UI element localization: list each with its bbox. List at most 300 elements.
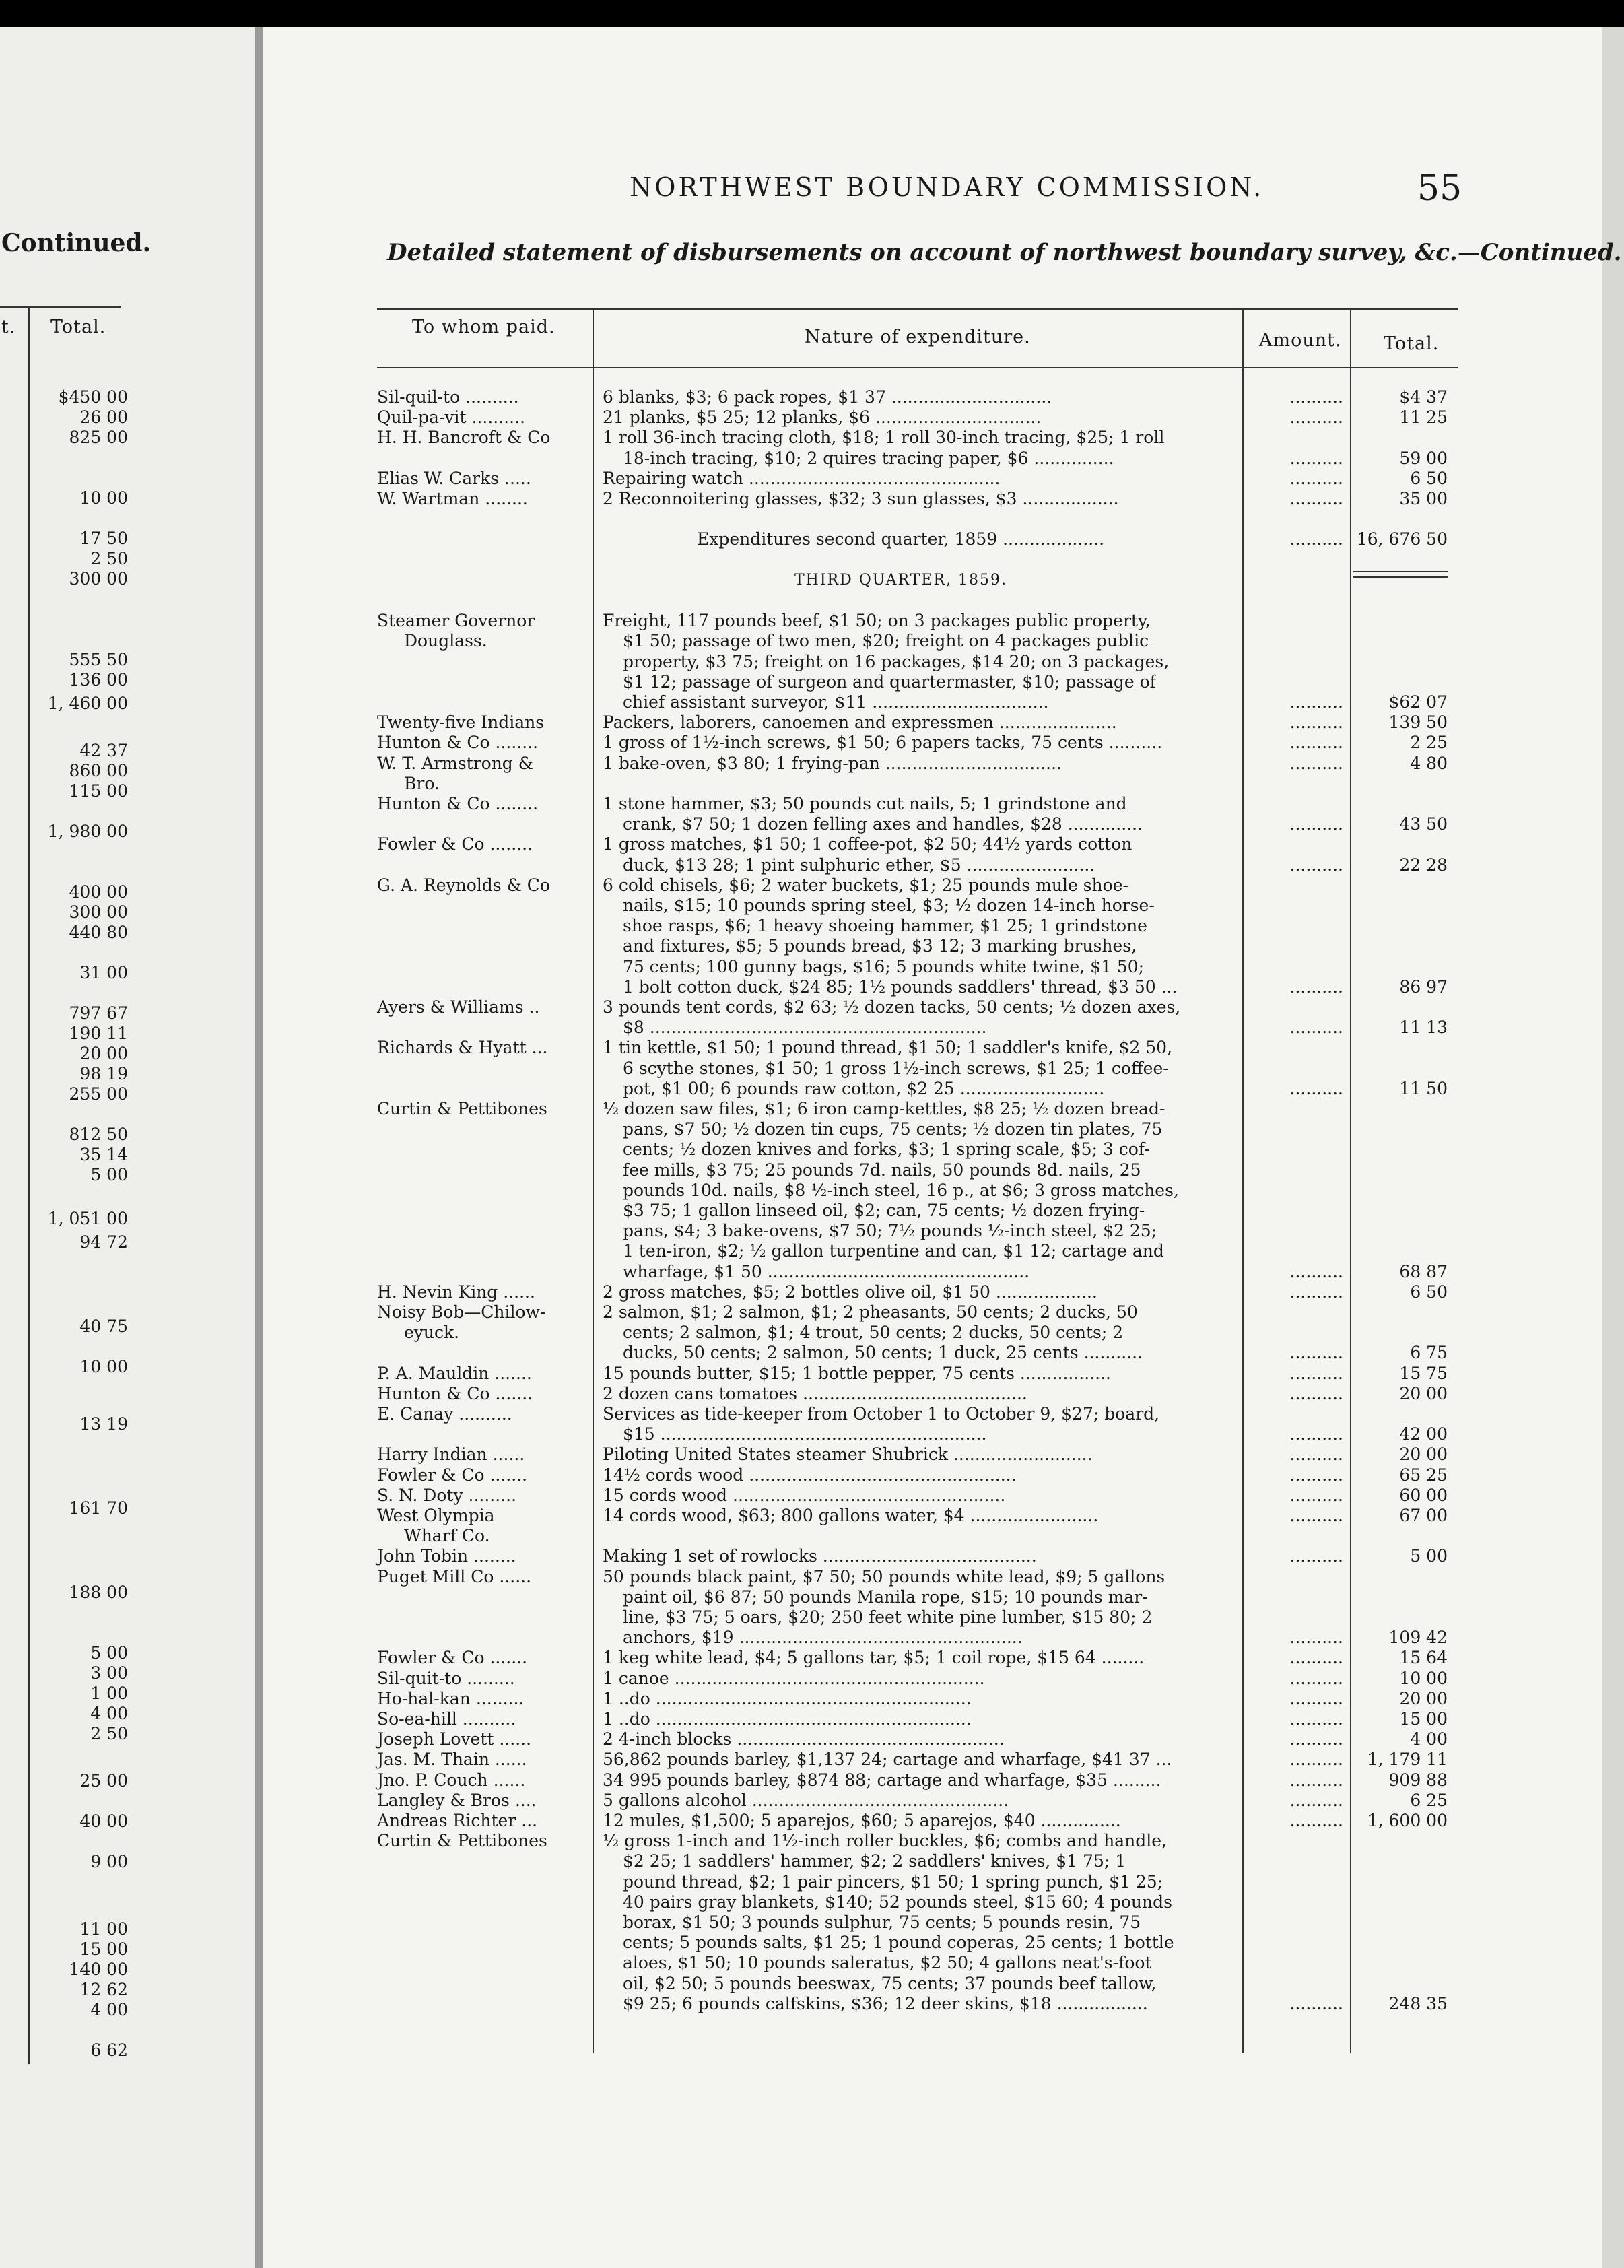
- left-total-value: 40 75: [79, 1316, 128, 1336]
- amount-cell: ..........: [1289, 1485, 1343, 1505]
- left-total-value: 136 00: [69, 670, 128, 690]
- payee-cell: John Tobin ........: [377, 1546, 516, 1566]
- total-cell: 909 88: [1388, 1770, 1448, 1790]
- total-cell: 68 87: [1399, 1261, 1448, 1281]
- nature-cell: Services as tide-keeper from October 1 to October 9, $27; board,: [603, 1404, 1160, 1424]
- table-row: [0, 712, 1624, 733]
- left-total-value: 5 00: [90, 1643, 128, 1663]
- amount-cell: ..........: [1289, 1668, 1343, 1688]
- payee-cell: Curtin & Pettibones: [377, 1831, 547, 1851]
- total-cell: 15 64: [1399, 1648, 1448, 1668]
- left-total-value: 98 19: [79, 1064, 128, 1083]
- total-cell: 10 00: [1399, 1668, 1448, 1688]
- payee-cell: Harry Indian ......: [377, 1444, 525, 1465]
- left-total-value: 9 00: [90, 1852, 128, 1871]
- table-row: [0, 1811, 1624, 1831]
- nature-cell: $3 75; 1 gallon linseed oil, $2; can, 75 cents; ½ dozen frying-: [623, 1201, 1145, 1220]
- nature-cell: 6 blanks, $3; 6 pack ropes, $1 37 ..............................: [603, 387, 1052, 407]
- nature-cell: ducks, 50 cents; 2 salmon, 50 cents; 1 duck, 25 cents ...........: [623, 1343, 1143, 1363]
- table-row: [0, 1059, 1624, 1079]
- table-row: [0, 896, 1624, 916]
- left-total-value: 440 80: [69, 923, 128, 942]
- nature-cell: 2 Reconnoitering glasses, $32; 3 sun glasses, $3 ..................: [603, 489, 1119, 508]
- nature-cell: pot, $1 00; 6 pounds raw cotton, $2 25 ...........................: [623, 1078, 1105, 1098]
- payee-cell: P. A. Mauldin .......: [377, 1363, 532, 1383]
- nature-cell: 1 bake-oven, $3 80; 1 frying-pan .................................: [603, 753, 1062, 773]
- payee-cell: Joseph Lovett ......: [377, 1729, 532, 1749]
- nature-cell: Repairing watch ...............................................: [603, 468, 1001, 488]
- nature-cell: aloes, $1 50; 10 pounds saleratus, $2 50; 4 gallons neat's-foot: [623, 1953, 1152, 1973]
- nature-cell: nails, $15; 10 pounds spring steel, $3; ½ dozen 14-inch horse-: [623, 896, 1155, 915]
- nature-cell: and fixtures, $5; 5 pounds bread, $3 12; 3 marking brushes,: [623, 936, 1137, 956]
- payee-cell: H. Nevin King ......: [377, 1281, 535, 1302]
- left-rule: [0, 306, 121, 308]
- table-row: [0, 957, 1624, 977]
- left-total-value: 1, 980 00: [47, 822, 128, 841]
- table-row: [0, 1851, 1624, 1871]
- total-cell: 43 50: [1399, 814, 1448, 834]
- nature-cell: property, $3 75; freight on 16 packages, $14 20; on 3 packages,: [623, 651, 1170, 671]
- table-row: [0, 428, 1624, 448]
- left-total-value: 255 00: [69, 1084, 128, 1104]
- nature-cell: 1 canoe ..........................................................: [603, 1668, 985, 1688]
- amount-cell: ..........: [1289, 814, 1343, 834]
- amount-cell: ..........: [1289, 1261, 1343, 1281]
- payee-cell: S. N. Doty .........: [377, 1485, 517, 1505]
- amount-cell: ..........: [1289, 1811, 1343, 1830]
- total-cell: 6 25: [1410, 1790, 1448, 1810]
- payee-cell: Noisy Bob—Chilow-: [377, 1302, 546, 1322]
- table-row: [0, 1404, 1624, 1424]
- amount-cell: ..........: [1289, 1363, 1343, 1383]
- table-row: [0, 672, 1624, 692]
- amount-cell: ..........: [1289, 407, 1343, 428]
- payee-cell: So-ea-hill ..........: [377, 1709, 516, 1729]
- amount-cell: ..........: [1289, 1465, 1343, 1485]
- table-row: [0, 855, 1624, 875]
- amount-cell: ..........: [1289, 976, 1343, 997]
- table-row: [0, 469, 1624, 489]
- amount-cell: ..........: [1289, 1281, 1343, 1302]
- amount-cell: ..........: [1289, 1688, 1343, 1708]
- table-row: [0, 387, 1624, 407]
- payee-cell: Sil-quil-to ..........: [377, 387, 519, 407]
- left-total-value: 25 00: [79, 1771, 128, 1791]
- nature-cell: line, $3 75; 5 oars, $20; 250 feet white pine lumber, $15 80; 2: [623, 1607, 1153, 1627]
- table-row: [0, 997, 1624, 1018]
- table-row: [0, 1628, 1624, 1648]
- nature-cell: fee mills, $3 75; 25 pounds 7d. nails, 50 pounds 8d. nails, 25: [623, 1160, 1141, 1180]
- table-row: [0, 1180, 1624, 1201]
- nature-cell: 1 roll 36-inch tracing cloth, $18; 1 roll 30-inch tracing, $25; 1 roll: [603, 428, 1165, 448]
- amount-cell: ..........: [1289, 489, 1343, 508]
- total-cell: 11 50: [1399, 1078, 1448, 1098]
- table-row: [0, 1079, 1624, 1099]
- nature-cell: 15 cords wood ...................................................: [603, 1485, 1006, 1505]
- table-row: [0, 631, 1624, 651]
- nature-cell: 6 scythe stones, $1 50; 1 gross 1½-inch screws, $1 25; 1 coffee-: [623, 1058, 1169, 1078]
- left-col-total: Total.: [50, 316, 106, 337]
- nature-cell: Freight, 117 pounds beef, $1 50; on 3 packages public property,: [603, 611, 1151, 631]
- amount-cell: ..........: [1289, 1383, 1343, 1403]
- table-row: [0, 774, 1624, 794]
- table-row: [0, 1587, 1624, 1607]
- amount-cell: ..........: [1289, 1770, 1343, 1790]
- table-row: [0, 1018, 1624, 1038]
- amount-cell: ..........: [1289, 712, 1343, 733]
- table-row: [0, 1262, 1624, 1282]
- total-cell: 20 00: [1399, 1444, 1448, 1465]
- total-cell: 15 75: [1399, 1363, 1448, 1383]
- total-cell: 1, 600 00: [1367, 1811, 1448, 1830]
- payee-cell: Fowler & Co ........: [377, 834, 533, 855]
- nature-cell: 1 gross matches, $1 50; 1 coffee-pot, $2 50; 44½ yards cotton: [603, 834, 1132, 855]
- table-top-rule: [377, 308, 1458, 310]
- nature-cell: $1 50; passage of two men, $20; freight on 4 packages public: [623, 631, 1149, 651]
- amount-cell: ..........: [1289, 448, 1343, 468]
- total-cell: 139 50: [1388, 712, 1448, 733]
- payee-cell: Richards & Hyatt ...: [377, 1038, 548, 1058]
- nature-cell: 40 pairs gray blankets, $140; 52 pounds steel, $15 60; 4 pounds: [623, 1892, 1172, 1912]
- nature-cell: $2 25; 1 saddlers' hammer, $2; 2 saddlers' knives, $1 75; 1: [623, 1851, 1126, 1871]
- total-cell: 65 25: [1399, 1465, 1448, 1485]
- table-row: [0, 1872, 1624, 1892]
- table-row: [0, 1201, 1624, 1221]
- table-row: [0, 1770, 1624, 1791]
- nature-cell: 21 planks, $5 25; 12 planks, $6 ...............................: [603, 407, 1042, 428]
- col-header-payee: To whom paid.: [412, 316, 555, 337]
- nature-cell: 15 pounds butter, $15; 1 bottle pepper, 75 cents .................: [603, 1363, 1111, 1383]
- payee-cell: Douglass.: [404, 631, 487, 651]
- payee-cell: W. T. Armstrong &: [377, 753, 534, 773]
- left-total-value: 20 00: [79, 1044, 128, 1063]
- nature-cell: 5 gallons alcohol ................................................: [603, 1790, 1009, 1810]
- nature-cell: 18-inch tracing, $10; 2 quires tracing paper, $6 ...............: [623, 448, 1114, 468]
- total-cell: 109 42: [1388, 1628, 1448, 1648]
- left-total-value: 10 00: [79, 1357, 128, 1376]
- nature-cell: 6 cold chisels, $6; 2 water buckets, $1; 25 pounds mule shoe-: [603, 875, 1128, 895]
- nature-cell: pound thread, $2; 1 pair pincers, $1 50; 1 spring punch, $1 25;: [623, 1871, 1163, 1892]
- payee-cell: Andreas Richter ...: [377, 1811, 538, 1830]
- total-cell: 20 00: [1399, 1383, 1448, 1403]
- total-cell: 11 13: [1399, 1018, 1448, 1038]
- nature-cell: 34 995 pounds barley, $874 88; cartage and wharfage, $35 .........: [603, 1770, 1161, 1790]
- table-row: [0, 1567, 1624, 1587]
- nature-cell: 2 dozen cans tomatoes ..........................................: [603, 1383, 1027, 1403]
- table-row: [0, 1506, 1624, 1526]
- amount-cell: ..........: [1289, 1018, 1343, 1038]
- left-total-value: 1, 051 00: [47, 1209, 128, 1228]
- left-total-value: 825 00: [69, 428, 128, 447]
- left-total-value: 1, 460 00: [47, 694, 128, 713]
- table-row: [0, 1974, 1624, 1994]
- table-row: [0, 1994, 1624, 2014]
- left-total-value: 5 00: [90, 1165, 128, 1185]
- nature-cell: 1 bolt cotton duck, $24 85; 1½ pounds saddlers' thread, $3 50 ...: [623, 976, 1178, 997]
- table-row: [0, 754, 1624, 774]
- amount-cell: ..........: [1289, 1729, 1343, 1749]
- total-cell: 67 00: [1399, 1506, 1448, 1525]
- nature-cell: 12 mules, $1,500; 5 aparejos, $60; 5 aparejos, $40 ...............: [603, 1811, 1121, 1830]
- left-total-value: 4 00: [90, 1704, 128, 1723]
- nature-cell: cents; 5 pounds salts, $1 25; 1 pound coperas, 25 cents; 1 bottle: [623, 1933, 1174, 1953]
- table-row: [0, 1607, 1624, 1628]
- total-cell: 5 00: [1410, 1546, 1448, 1566]
- left-total-value: 11 00: [79, 1919, 128, 1939]
- payee-cell: Curtin & Pettibones: [377, 1099, 547, 1119]
- table-row: [0, 529, 1624, 549]
- amount-cell: ..........: [1289, 529, 1343, 549]
- nature-cell: THIRD QUARTER, 1859.: [794, 571, 1007, 589]
- nature-cell: paint oil, $6 87; 50 pounds Manila rope, $15; 10 pounds mar-: [623, 1587, 1148, 1607]
- left-total-value: 15 00: [79, 1939, 128, 1959]
- col-header-nature: Nature of expenditure.: [805, 327, 1031, 347]
- nature-cell: crank, $7 50; 1 dozen felling axes and handles, $28 ..............: [623, 814, 1143, 834]
- page-number: 55: [1417, 168, 1462, 209]
- nature-cell: 14 cords wood, $63; 800 gallons water, $4 ........................: [603, 1506, 1099, 1525]
- nature-cell: 1 ..do ...........................................................: [603, 1688, 972, 1708]
- table-row: [0, 1669, 1624, 1689]
- table-row: [0, 1323, 1624, 1343]
- nature-cell: 50 pounds black paint, $7 50; 50 pounds white lead, $9; 5 gallons: [603, 1566, 1165, 1587]
- total-cell: 22 28: [1399, 855, 1448, 875]
- amount-cell: ..........: [1289, 1424, 1343, 1444]
- amount-cell: ..........: [1289, 753, 1343, 773]
- payee-cell: Fowler & Co .......: [377, 1648, 528, 1668]
- nature-cell: 1 keg white lead, $4; 5 gallons tar, $5; 1 coil rope, $15 64 ........: [603, 1648, 1145, 1668]
- table-row: [0, 1546, 1624, 1566]
- left-continued: Continued.: [1, 229, 151, 257]
- table-row: [0, 977, 1624, 997]
- left-total-value: 2 50: [90, 549, 128, 568]
- total-cell: 16, 676 50: [1356, 529, 1448, 549]
- table-row: [0, 448, 1624, 469]
- table-row: [0, 570, 1624, 591]
- amount-cell: ..........: [1289, 1790, 1343, 1810]
- nature-cell: oil, $2 50; 5 pounds beeswax, 75 cents; 37 pounds beef tallow,: [623, 1973, 1157, 1993]
- table-row: [0, 1160, 1624, 1180]
- left-total-value: 35 14: [79, 1145, 128, 1164]
- total-cell: 86 97: [1399, 976, 1448, 997]
- nature-cell: anchors, $19 .....................................................: [623, 1628, 1023, 1648]
- table-row: [0, 1221, 1624, 1241]
- left-total-value: 115 00: [69, 781, 128, 801]
- nature-cell: 75 cents; 100 gunny bags, $16; 5 pounds white twine, $1 50;: [623, 956, 1145, 976]
- table-row: [0, 1465, 1624, 1486]
- table-row: [0, 1831, 1624, 1851]
- nature-cell: Expenditures second quarter, 1859 ...................: [697, 529, 1105, 549]
- nature-cell: 1 stone hammer, $3; 50 pounds cut nails, 5; 1 grindstone and: [603, 794, 1127, 813]
- amount-cell: ..........: [1289, 1078, 1343, 1098]
- left-total-value: 300 00: [69, 569, 128, 589]
- total-cell: 59 00: [1399, 448, 1448, 468]
- left-total-value: 26 00: [79, 407, 128, 427]
- left-total-value: 6 62: [90, 2040, 128, 2060]
- table-row: [0, 489, 1624, 509]
- table-row: [0, 1139, 1624, 1160]
- left-total-value: 3 00: [90, 1663, 128, 1683]
- nature-cell: Packers, laborers, canoemen and expressmen ......................: [603, 712, 1117, 733]
- col-header-amount: Amount.: [1259, 330, 1342, 351]
- total-cell: 6 50: [1410, 468, 1448, 488]
- nature-cell: wharfage, $1 50 .................................................: [623, 1261, 1030, 1281]
- payee-cell: H. H. Bancroft & Co: [377, 428, 551, 448]
- total-cell: 42 00: [1399, 1424, 1448, 1444]
- payee-cell: Ho-hal-kan .........: [377, 1688, 525, 1708]
- nature-cell: 2 gross matches, $5; 2 bottles olive oil, $1 50 ...................: [603, 1281, 1097, 1302]
- payee-cell: Twenty-five Indians: [377, 712, 545, 733]
- amount-cell: ..........: [1289, 1343, 1343, 1363]
- nature-cell: 1 tin kettle, $1 50; 1 pound thread, $1 50; 1 saddler's knife, $2 50,: [603, 1038, 1172, 1058]
- payee-cell: Quil-pa-vit ..........: [377, 407, 525, 428]
- amount-cell: ..........: [1289, 1648, 1343, 1668]
- nature-cell: 14½ cords wood ..................................................: [603, 1465, 1017, 1485]
- total-cell: 6 75: [1410, 1343, 1448, 1363]
- nature-cell: $15 .............................................................: [623, 1424, 987, 1444]
- left-total-value: 400 00: [69, 882, 128, 902]
- table-row: [0, 936, 1624, 956]
- amount-cell: ..........: [1289, 468, 1343, 488]
- total-cell: 11 25: [1399, 407, 1448, 428]
- left-total-value: 12 62: [79, 1980, 128, 1999]
- table-head-rule: [377, 367, 1458, 368]
- payee-cell: eyuck.: [404, 1323, 460, 1343]
- nature-cell: Making 1 set of rowlocks ........................................: [603, 1546, 1037, 1566]
- table-row: [0, 1689, 1624, 1709]
- table-row: [0, 1282, 1624, 1302]
- amount-cell: ..........: [1289, 1993, 1343, 2013]
- table-row: [0, 1119, 1624, 1139]
- left-total-value: 1 00: [90, 1683, 128, 1703]
- nature-cell: pans, $7 50; ½ dozen tin cups, 75 cents; ½ dozen tin plates, 75: [623, 1119, 1163, 1139]
- nature-cell: 1 ..do ...........................................................: [603, 1709, 972, 1729]
- amount-cell: ..........: [1289, 1749, 1343, 1770]
- nature-cell: cents; ½ dozen knives and forks, $3; 1 spring scale, $5; 3 cof-: [623, 1139, 1150, 1160]
- payee-cell: E. Canay ..........: [377, 1404, 512, 1424]
- left-total-value: 140 00: [69, 1960, 128, 1979]
- total-cell: 248 35: [1388, 1993, 1448, 2013]
- table-row: [0, 794, 1624, 814]
- nature-cell: pounds 10d. nails, $8 ½-inch steel, 16 p., at $6; 3 gross matches,: [623, 1180, 1179, 1200]
- table-row: [0, 407, 1624, 428]
- amount-cell: ..........: [1289, 387, 1343, 407]
- table-row: [0, 1241, 1624, 1261]
- nature-cell: 2 salmon, $1; 2 salmon, $1; 2 pheasants, 50 cents; 2 ducks, 50: [603, 1302, 1138, 1322]
- table-row: [0, 1444, 1624, 1465]
- left-total-value: 797 67: [69, 1003, 128, 1023]
- table-row: [0, 1302, 1624, 1323]
- running-title: NORTHWEST BOUNDARY COMMISSION.: [630, 172, 1264, 202]
- table-row: [0, 1933, 1624, 1953]
- table-row: [0, 611, 1624, 631]
- table-row: [0, 814, 1624, 834]
- nature-cell: ½ dozen saw files, $1; 6 iron camp-kettles, $8 25; ½ dozen bread-: [603, 1099, 1165, 1119]
- table-row: [0, 1729, 1624, 1749]
- payee-cell: Jno. P. Couch ......: [377, 1770, 526, 1790]
- payee-cell: Hunton & Co ........: [377, 794, 539, 813]
- payee-cell: G. A. Reynolds & Co: [377, 875, 550, 895]
- table-row: [0, 692, 1624, 712]
- col-header-total: Total.: [1384, 333, 1440, 354]
- payee-cell: Hunton & Co ........: [377, 733, 539, 753]
- table-row: [0, 1424, 1624, 1444]
- nature-cell: cents; 2 salmon, $1; 4 trout, 50 cents; 2 ducks, 50 cents; 2: [623, 1323, 1124, 1343]
- table-row: [0, 733, 1624, 753]
- nature-cell: 2 4-inch blocks ..................................................: [603, 1729, 1005, 1749]
- payee-cell: Fowler & Co .......: [377, 1465, 528, 1485]
- amount-cell: ..........: [1289, 692, 1343, 712]
- nature-cell: ½ gross 1-inch and 1½-inch roller buckles, $6; combs and handle,: [603, 1831, 1167, 1851]
- table-row: [0, 1912, 1624, 1933]
- left-total-value: 2 50: [90, 1724, 128, 1743]
- table-row: [0, 1343, 1624, 1363]
- table-row: [0, 509, 1624, 529]
- amount-cell: ..........: [1289, 1444, 1343, 1465]
- total-cell: 15 00: [1399, 1709, 1448, 1729]
- nature-cell: 1 gross of 1½-inch screws, $1 50; 6 papers tacks, 75 cents ..........: [603, 733, 1163, 753]
- table-row: [0, 1791, 1624, 1811]
- left-total-value: 300 00: [69, 902, 128, 922]
- nature-cell: $9 25; 6 pounds calfskins, $36; 12 deer skins, $18 .................: [623, 1993, 1148, 2013]
- nature-cell: Piloting United States steamer Shubrick ..........................: [603, 1444, 1093, 1465]
- left-total-value: 190 11: [69, 1024, 128, 1043]
- total-cell: 4 80: [1410, 753, 1448, 773]
- nature-cell: borax, $1 50; 3 pounds sulphur, 75 cents; 5 pounds resin, 75: [623, 1912, 1141, 1932]
- table-row: [0, 591, 1624, 611]
- table-row: [0, 1526, 1624, 1546]
- nature-cell: pans, $4; 3 bake-ovens, $7 50; 7½ pounds ½-inch steel, $2 25;: [623, 1221, 1157, 1241]
- table-row: [0, 834, 1624, 855]
- amount-cell: ..........: [1289, 733, 1343, 753]
- total-cell: 60 00: [1399, 1485, 1448, 1505]
- left-total-value: $450 00: [58, 387, 128, 407]
- total-cell: $62 07: [1388, 692, 1448, 712]
- payee-cell: Hunton & Co .......: [377, 1383, 533, 1403]
- total-cell: 4 00: [1410, 1729, 1448, 1749]
- left-total-value: 94 72: [79, 1232, 128, 1252]
- nature-cell: chief assistant surveyor, $11 .................................: [623, 692, 1049, 712]
- table-caption: Detailed statement of disbursements on account of northwest boundary survey, &c.—Continued.: [387, 239, 1622, 266]
- amount-cell: ..........: [1289, 1546, 1343, 1566]
- nature-cell: shoe rasps, $6; 1 heavy shoeing hammer, $1 25; 1 grindstone: [623, 916, 1147, 936]
- left-total-value: 4 00: [90, 2000, 128, 2020]
- amount-cell: ..........: [1289, 1628, 1343, 1648]
- payee-cell: Jas. M. Thain ......: [377, 1749, 527, 1770]
- payee-cell: Sil-quit-to .........: [377, 1668, 515, 1688]
- amount-cell: ..........: [1289, 1709, 1343, 1729]
- table-row: [0, 1892, 1624, 1912]
- payee-cell: Wharf Co.: [404, 1526, 490, 1546]
- amount-cell: ..........: [1289, 1506, 1343, 1525]
- table-row: [0, 1648, 1624, 1668]
- table-row: [0, 1364, 1624, 1384]
- table-row: [0, 1709, 1624, 1729]
- left-total-value: 10 00: [79, 488, 128, 508]
- left-total-value: 188 00: [69, 1582, 128, 1602]
- table-row: [0, 1099, 1624, 1119]
- left-total-value: 42 37: [79, 741, 128, 760]
- nature-cell: 1 ten-iron, $2; ½ gallon turpentine and can, $1 12; cartage and: [623, 1241, 1164, 1261]
- table-row: [0, 875, 1624, 896]
- table-row: [0, 1384, 1624, 1404]
- nature-cell: duck, $13 28; 1 pint sulphuric ether, $5 ........................: [623, 855, 1095, 875]
- payee-cell: Steamer Governor: [377, 611, 535, 631]
- table-row: [0, 652, 1624, 672]
- total-cell: 35 00: [1399, 489, 1448, 508]
- left-total-value: 555 50: [69, 650, 128, 669]
- total-cell: $4 37: [1399, 387, 1448, 407]
- total-cell: 2 25: [1410, 733, 1448, 753]
